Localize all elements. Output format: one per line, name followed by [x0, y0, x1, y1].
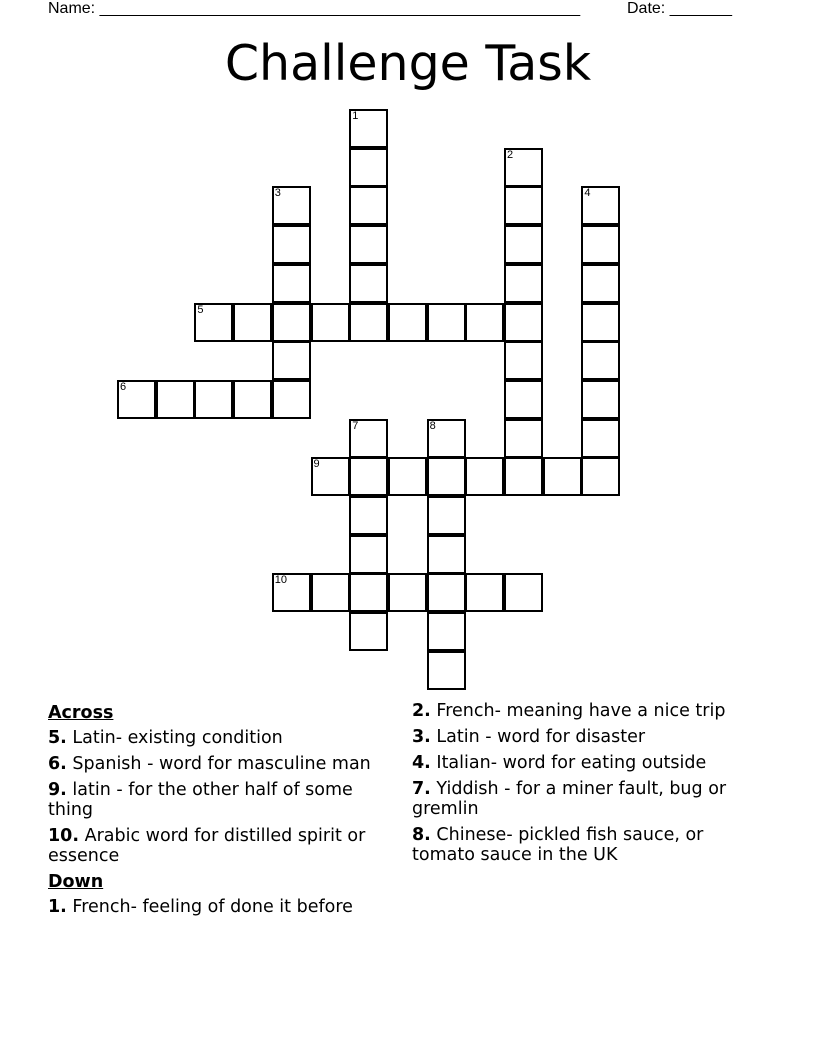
clue-number: 6.	[48, 754, 67, 774]
cell-number: 9	[313, 458, 320, 471]
grid-cell[interactable]	[388, 457, 427, 496]
grid-cell[interactable]	[504, 380, 543, 419]
clue-across-6	[48, 754, 393, 774]
clue-text: French- feeling of done it before	[72, 897, 353, 917]
clue-across-5	[48, 728, 393, 748]
grid-cell[interactable]	[427, 457, 466, 496]
grid-cell[interactable]	[349, 225, 388, 264]
grid-cell[interactable]	[272, 380, 311, 419]
grid-cell[interactable]	[311, 303, 350, 342]
grid-cell[interactable]	[581, 264, 620, 303]
grid-cell[interactable]	[504, 457, 543, 496]
clue-number: 2.	[412, 701, 431, 721]
grid-cell[interactable]	[427, 612, 466, 651]
cell-number: 6	[120, 380, 127, 393]
grid-cell[interactable]	[349, 264, 388, 303]
grid-cell[interactable]	[194, 380, 233, 419]
grid-cell[interactable]	[581, 380, 620, 419]
clue-across-10	[48, 826, 393, 866]
cell-number: 10	[274, 574, 288, 587]
grid-cell[interactable]	[233, 380, 272, 419]
grid-cell[interactable]	[388, 303, 427, 342]
grid-cell[interactable]	[349, 419, 388, 458]
grid-cell[interactable]	[388, 573, 427, 612]
grid-cell[interactable]	[349, 612, 388, 651]
grid-cell[interactable]	[581, 303, 620, 342]
grid-cell[interactable]	[581, 419, 620, 458]
grid-cell[interactable]	[504, 186, 543, 225]
grid-cell[interactable]	[156, 380, 195, 419]
grid-cell[interactable]	[543, 457, 582, 496]
clue-number: 8.	[412, 825, 431, 845]
clue-down-3	[412, 727, 757, 747]
clue-text: Chinese- pickled fish sauce, or tomato sauce in the UK	[412, 825, 704, 865]
clue-text: Latin- existing condition	[72, 728, 283, 748]
date-field[interactable]: Date: _______	[627, 0, 732, 17]
grid-cell[interactable]	[427, 496, 466, 535]
grid-cell[interactable]	[272, 225, 311, 264]
clue-number: 4.	[412, 753, 431, 773]
clue-number: 1.	[48, 897, 67, 917]
grid-cell[interactable]	[311, 573, 350, 612]
grid-cell[interactable]	[349, 186, 388, 225]
grid-cell[interactable]	[504, 303, 543, 342]
cell-number: 1	[352, 110, 359, 122]
cell-number: 2	[507, 148, 514, 161]
clues-right-column	[412, 701, 757, 871]
grid-cell[interactable]	[504, 341, 543, 380]
grid-cell[interactable]	[581, 186, 620, 225]
name-field[interactable]: Name: ______________________________________________________	[48, 0, 581, 17]
grid-cell[interactable]	[272, 186, 311, 225]
clue-number: 9.	[48, 780, 67, 800]
across-heading: Across	[48, 703, 114, 723]
grid-cell[interactable]	[427, 573, 466, 612]
grid-cell[interactable]	[349, 573, 388, 612]
clue-text: latin - for the other half of some thing	[48, 780, 353, 820]
clue-across-9	[48, 780, 393, 820]
grid-cell[interactable]	[465, 303, 504, 342]
grid-cell[interactable]	[504, 148, 543, 187]
grid-cell[interactable]	[349, 496, 388, 535]
clue-number: 5.	[48, 728, 67, 748]
grid-cell[interactable]	[427, 535, 466, 574]
clue-text: Latin - word for disaster	[436, 727, 646, 747]
clue-text: Italian- word for eating outside	[436, 753, 707, 773]
grid-cell[interactable]	[427, 651, 466, 690]
grid-cell[interactable]	[349, 148, 388, 187]
grid-cell[interactable]	[117, 380, 156, 419]
clue-down-7	[412, 779, 757, 819]
cell-number: 4	[584, 187, 591, 200]
clue-text: Spanish - word for masculine man	[72, 754, 371, 774]
cell-number: 3	[274, 187, 281, 200]
grid-cell[interactable]	[581, 225, 620, 264]
grid-cell[interactable]	[349, 535, 388, 574]
clue-down-2	[412, 701, 757, 721]
grid-cell[interactable]	[581, 457, 620, 496]
grid-cell[interactable]	[272, 303, 311, 342]
grid-cell[interactable]	[504, 419, 543, 458]
clue-number: 10.	[48, 826, 80, 846]
cell-number: 7	[352, 419, 359, 432]
clue-text: French- meaning have a nice trip	[436, 701, 726, 721]
grid-cell[interactable]	[465, 573, 504, 612]
down-heading: Down	[48, 872, 104, 892]
clue-text: Arabic word for distilled spirit or essence	[48, 826, 366, 866]
grid-cell[interactable]	[504, 225, 543, 264]
cell-number: 5	[197, 303, 204, 316]
clue-down-4	[412, 753, 757, 773]
grid-cell[interactable]	[349, 109, 388, 148]
grid-cell[interactable]	[194, 303, 233, 342]
grid-cell[interactable]	[427, 419, 466, 458]
clue-down-1	[48, 897, 393, 917]
clue-text: Yiddish - for a miner fault, bug or gremlin	[412, 779, 727, 819]
page-title: Challenge Task	[224, 35, 592, 92]
clue-down-8	[412, 825, 757, 865]
grid-cell[interactable]	[311, 457, 350, 496]
grid-cell[interactable]	[272, 341, 311, 380]
grid-cell[interactable]	[504, 264, 543, 303]
grid-cell[interactable]	[504, 573, 543, 612]
clues-left-column	[48, 701, 393, 923]
grid-cell[interactable]	[272, 264, 311, 303]
grid-cell[interactable]	[465, 457, 504, 496]
grid-cell[interactable]	[233, 303, 272, 342]
grid-cell[interactable]	[272, 573, 311, 612]
grid-cell[interactable]	[349, 457, 388, 496]
grid-cell[interactable]	[581, 341, 620, 380]
clue-number: 7.	[412, 779, 431, 799]
grid-cell[interactable]	[349, 303, 388, 342]
cell-number: 8	[429, 419, 436, 432]
grid-cell[interactable]	[427, 303, 466, 342]
clue-number: 3.	[412, 727, 431, 747]
